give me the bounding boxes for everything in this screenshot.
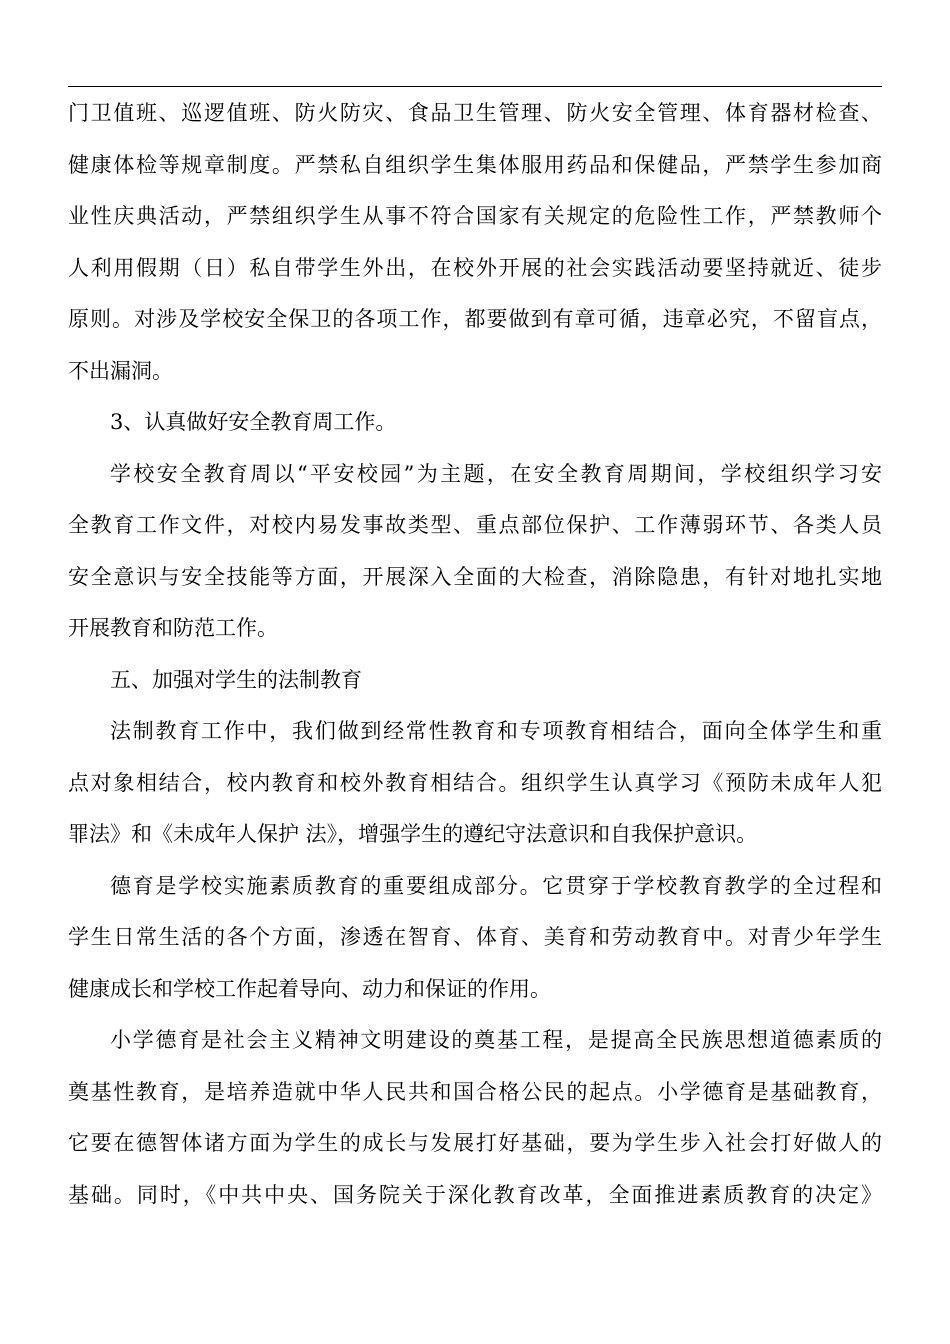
text-line: 罪法》和《未成年人保护 法》，增强学生的遵纪守法意识和自我保护意识。: [68, 822, 758, 846]
text-line: 学校安全教育周以“平安校园”为主题，在安全教育周期间，学校组织学习安: [110, 461, 882, 486]
text-line: 原则。对涉及学校安全保卫的各项工作，都要做到有章可循，违章必究，不留盲点，: [68, 307, 882, 331]
header-rule: [68, 86, 882, 87]
document-body: [68, 88, 882, 1221]
text-line: 五、加强对学生的法制教育: [110, 667, 362, 692]
text-line: 安全意识与安全技能等方面，开展深入全面的大检查，消除隐患，有针对地扎实地: [68, 564, 882, 589]
text-line: 不出漏洞。: [68, 358, 173, 383]
text-line: 人利用假期（日）私自带学生外出，在校外开展的社会实践活动要坚持就近、徒步: [68, 255, 882, 280]
text-line: 全教育工作文件，对校内易发事故类型、重点部位保护、工作薄弱环节、各类人员: [68, 513, 882, 537]
text-line: 小学德育是社会主义精神文明建设的奠基工程，是提高全民族思想道德素质的: [110, 1028, 882, 1052]
text-line: 基础。同时，《中共中央、国务院关于深化教育改革，全面推进素质教育的决定》: [68, 1182, 882, 1207]
text-line: 点对象相结合，校内教育和校外教育相结合。组织学生认真学习《预防未成年人犯: [68, 770, 882, 795]
text-line: 它要在德智体诸方面为学生的成长与发展打好基础，要为学生步入社会打好做人的: [68, 1131, 882, 1155]
text-line: 门卫值班、巡逻值班、防火防灾、食品卫生管理、防火安全管理、体育器材检查、: [68, 101, 882, 125]
text-line: 法制教育工作中，我们做到经常性教育和专项教育相结合，面向全体学生和重: [110, 719, 882, 743]
text-line: 业性庆典活动，严禁组织学生从事不符合国家有关规定的危险性工作，严禁教师个: [68, 204, 882, 228]
text-line: 健康成长和学校工作起着导向、动力和保证的作用。: [68, 976, 551, 1001]
text-line: 学生日常生活的各个方面，渗透在智育、体育、美育和劳动教育中。对青少年学生: [68, 925, 882, 949]
text-line: 德育是学校实施素质教育的重要组成部分。它贯穿于学校教育教学的全过程和: [110, 873, 882, 898]
text-line: 健康体检等规章制度。严禁私自组织学生集体服用药品和保健品，严禁学生参加商: [68, 152, 882, 177]
text-line: 奠基性教育，是培养造就中华人民共和国合格公民的起点。小学德育是基础教育，: [68, 1079, 882, 1104]
text-line: 开展教育和防范工作。: [68, 616, 278, 640]
text-line: 3、认真做好安全教育周工作。: [110, 410, 397, 434]
